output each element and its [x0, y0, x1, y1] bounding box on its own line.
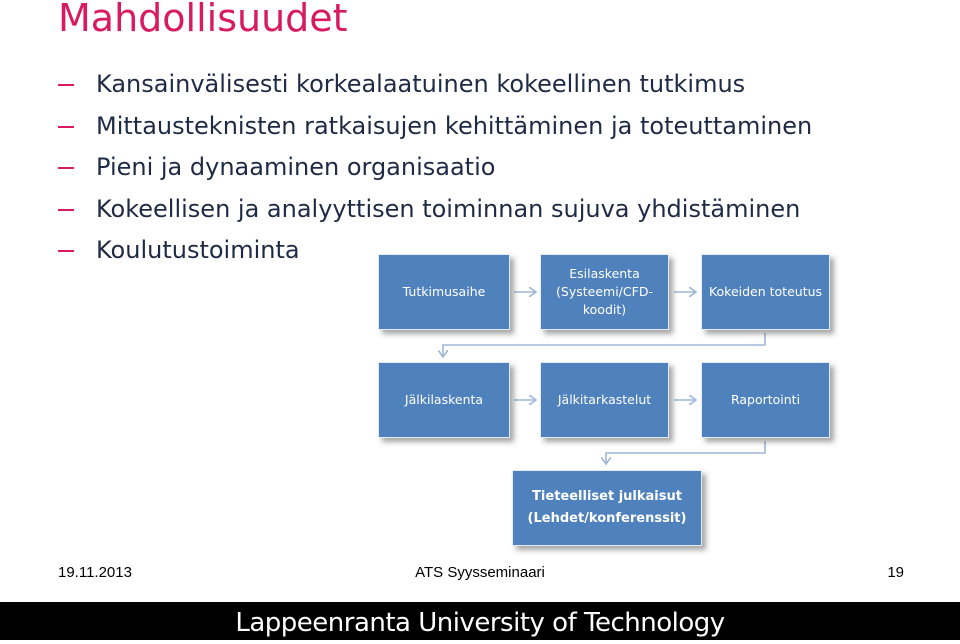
box-tutkimusaihe — [378, 254, 510, 330]
box-label-line: (Systeemi/CFD- — [556, 284, 653, 299]
bullet-text: Kansainvälisesti korkealaatuinen kokeellinen tutkimus — [96, 70, 746, 98]
box-label-line: (Lehdet/konferenssit) — [527, 511, 687, 526]
box-label: Tutkimusaihe — [402, 284, 486, 299]
university-name: Lappeenranta University of Technology — [235, 608, 725, 638]
university-bar — [0, 602, 960, 640]
bullet-text: Kokeellisen ja analyyttisen toiminnan sujuva yhdistäminen — [96, 194, 801, 223]
footer-event: ATS Syysseminaari — [415, 564, 545, 581]
box-label-line: Esilaskenta — [569, 266, 640, 281]
footer-date: 19.11.2013 — [58, 564, 132, 581]
box-tieteelliset-julkaisut — [512, 470, 702, 546]
bullet-text: Pieni ja dynaaminen organisaatio — [96, 153, 496, 181]
box-label-line: koodit) — [582, 302, 627, 317]
box-kokeiden-toteutus — [701, 254, 830, 330]
box-jalkilaskenta — [378, 362, 510, 438]
box-jalkitarkastelut — [540, 362, 669, 438]
bullet-text: Koulutustoiminta — [96, 236, 300, 264]
connector-row2-row3 — [606, 441, 765, 463]
page-number: 19 — [887, 564, 904, 581]
box-raportointi — [701, 362, 830, 438]
box-label-line: Tieteelliset julkaisut — [532, 489, 682, 504]
slide-title: Mahdollisuudet — [58, 0, 348, 40]
connector-row1-row2 — [443, 333, 765, 356]
box-label: Jälkitarkastelut — [557, 392, 652, 407]
box-label: Jälkilaskenta — [404, 392, 484, 407]
box-label: Kokeiden toteutus — [708, 284, 823, 299]
bullet-text: Mittausteknisten ratkaisujen kehittäminen ja toteuttaminen — [96, 111, 813, 140]
box-label: Raportointi — [730, 392, 801, 407]
box-esilaskenta — [540, 254, 669, 330]
